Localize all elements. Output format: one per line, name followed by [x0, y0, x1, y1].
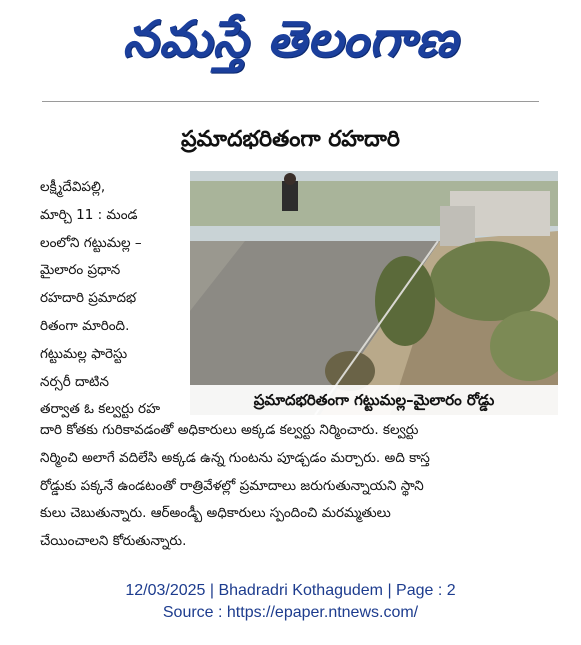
- article-text-line: లక్ష్మీదేవిపల్లి,: [40, 179, 106, 195]
- article-text-line: చేయించాలని కోరుతున్నారు.: [40, 533, 187, 550]
- article-body-text: [40, 417, 560, 556]
- article-text-line: నర్సరీ దాటిన: [40, 373, 109, 390]
- article-text-line: రోడ్డుకు పక్కనే ఉండటంతో రాత్రివేళల్లో ప్రమాదాలు జరుగుతున్నాయని స్థాని: [40, 477, 424, 494]
- article-text-line: రితంగా మారింది.: [40, 317, 130, 334]
- edition-info: 12/03/2025 | Bhadradri Kothagudem | Page : 2: [125, 582, 456, 599]
- article-text-line: కులు చెబుతున్నారు. ఆర్అండ్బీ అధికారులు స్పందించి మరమ్మతులు: [40, 505, 391, 522]
- photo-caption: ప్రమాదభరితంగా గట్టుమల్ల–మైలారం రోడ్డు: [190, 385, 558, 415]
- newspaper-masthead: నమస్తే తెలంగాణ: [122, 9, 459, 68]
- road-photo-illustration: [190, 171, 558, 415]
- masthead-divider: [42, 101, 539, 102]
- article-text-line: దారి కోతకు గురికావడంతో అధికారులు అక్కడ కల్వర్టు నిర్మించారు. కల్వర్టు: [40, 422, 419, 438]
- article-text-line: లంలోని గట్టుమల్ల –: [40, 234, 142, 251]
- article-headline: ప్రమాదభరితంగా రహదారి: [181, 127, 400, 152]
- page-footer: [0, 580, 581, 624]
- article-text-line: నిర్మించి అలాగే వదిలేసి అక్కడ ఉన్న గుంటను పూడ్చడం మర్చారు. అది కాస్త: [40, 449, 430, 466]
- article-text-line: మైలారం ప్రధాన: [40, 262, 121, 279]
- article-text-line: గట్టుమల్ల ఫారెస్టు: [40, 345, 128, 362]
- source-link[interactable]: Source : https://epaper.ntnews.com/: [162, 604, 419, 621]
- article-photo: [190, 171, 558, 415]
- article-column-text: [40, 174, 180, 424]
- article-text-line: రహదారి ప్రమాదభ: [40, 290, 137, 307]
- article-text-line: మార్చి 11 : మండ: [40, 206, 138, 223]
- article-text-line: తర్వాత ఓ కల్వర్టు రహ: [40, 401, 161, 418]
